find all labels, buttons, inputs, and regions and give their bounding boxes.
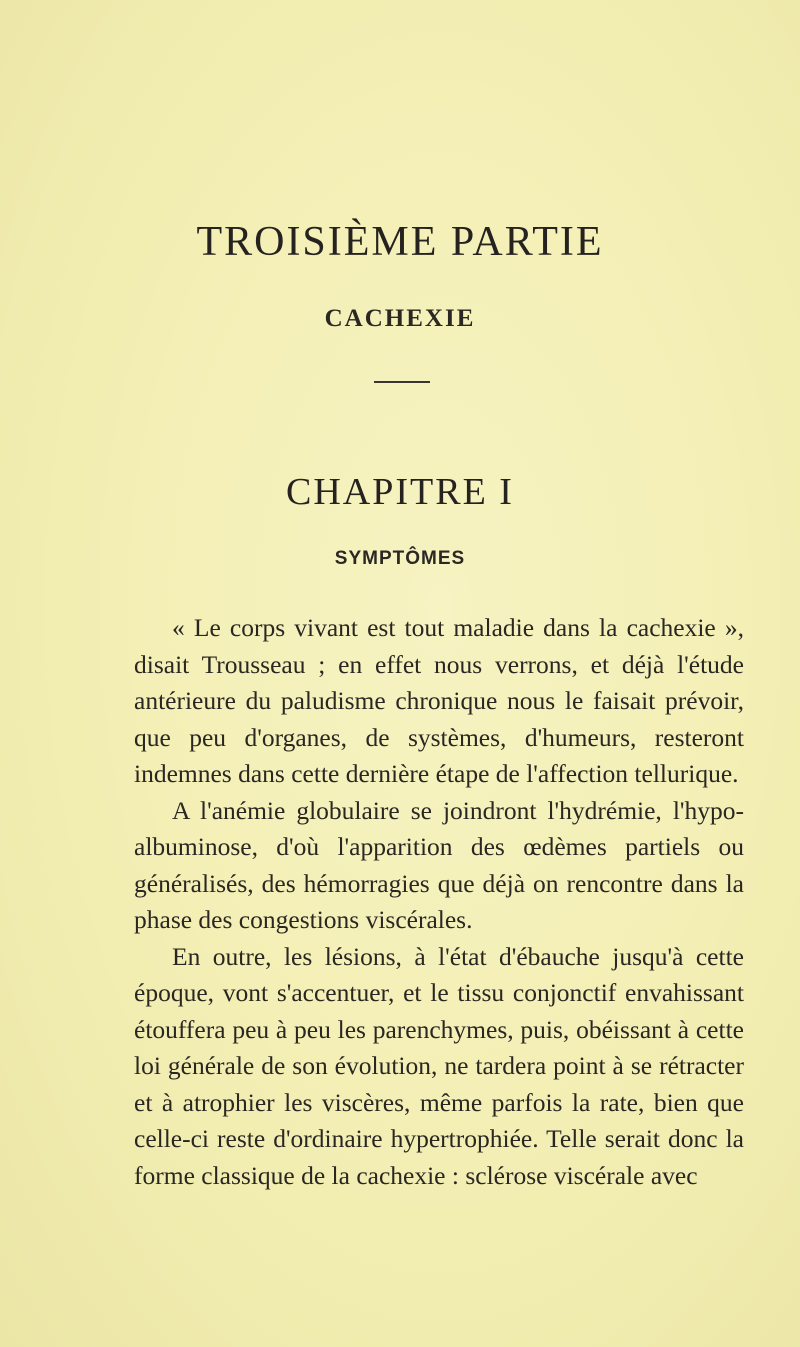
- paragraph: En outre, les lésions, à l'état d'ébauche jusqu'à cette époque, vont s'accentuer, et le tissu conjonctif envahissant étouffera peu à peu les parenchymes, puis, obéissant à cette loi générale de son évolution, ne tardera point à se rétracter et à atrophier les viscères, même parfois la rate, bien que celle-ci reste d'ordinaire hypertrophiée. Telle serait donc la forme classique de la cachexie : sclérose viscérale avec: [134, 941, 744, 1190]
- body-text: [134, 610, 744, 1194]
- paragraph: A l'anémie globulaire se joindront l'hydrémie, l'hypo-albuminose, d'où l'apparition des œdèmes partiels ou généralisés, des hémorragies que déjà on rencontre dans la phase des congestions viscérales.: [134, 795, 744, 934]
- chapter-subtitle: SYMPTÔMES: [334, 548, 466, 569]
- part-subtitle: CACHEXIE: [324, 305, 476, 332]
- part-title: TROISIÈME PARTIE: [196, 219, 604, 265]
- chapter-title: CHAPITRE I: [286, 471, 514, 513]
- section-divider: [374, 381, 430, 383]
- paragraph: « Le corps vivant est tout maladie dans la cachexie », disait Trousseau ; en effet nous verrons, et déjà l'étude antérieure du paludisme chronique nous le faisait prévoir, que peu d'organes, de systèmes, d'humeurs, resteront indemnes dans cette dernière étape de l'affection tellurique.: [134, 613, 744, 788]
